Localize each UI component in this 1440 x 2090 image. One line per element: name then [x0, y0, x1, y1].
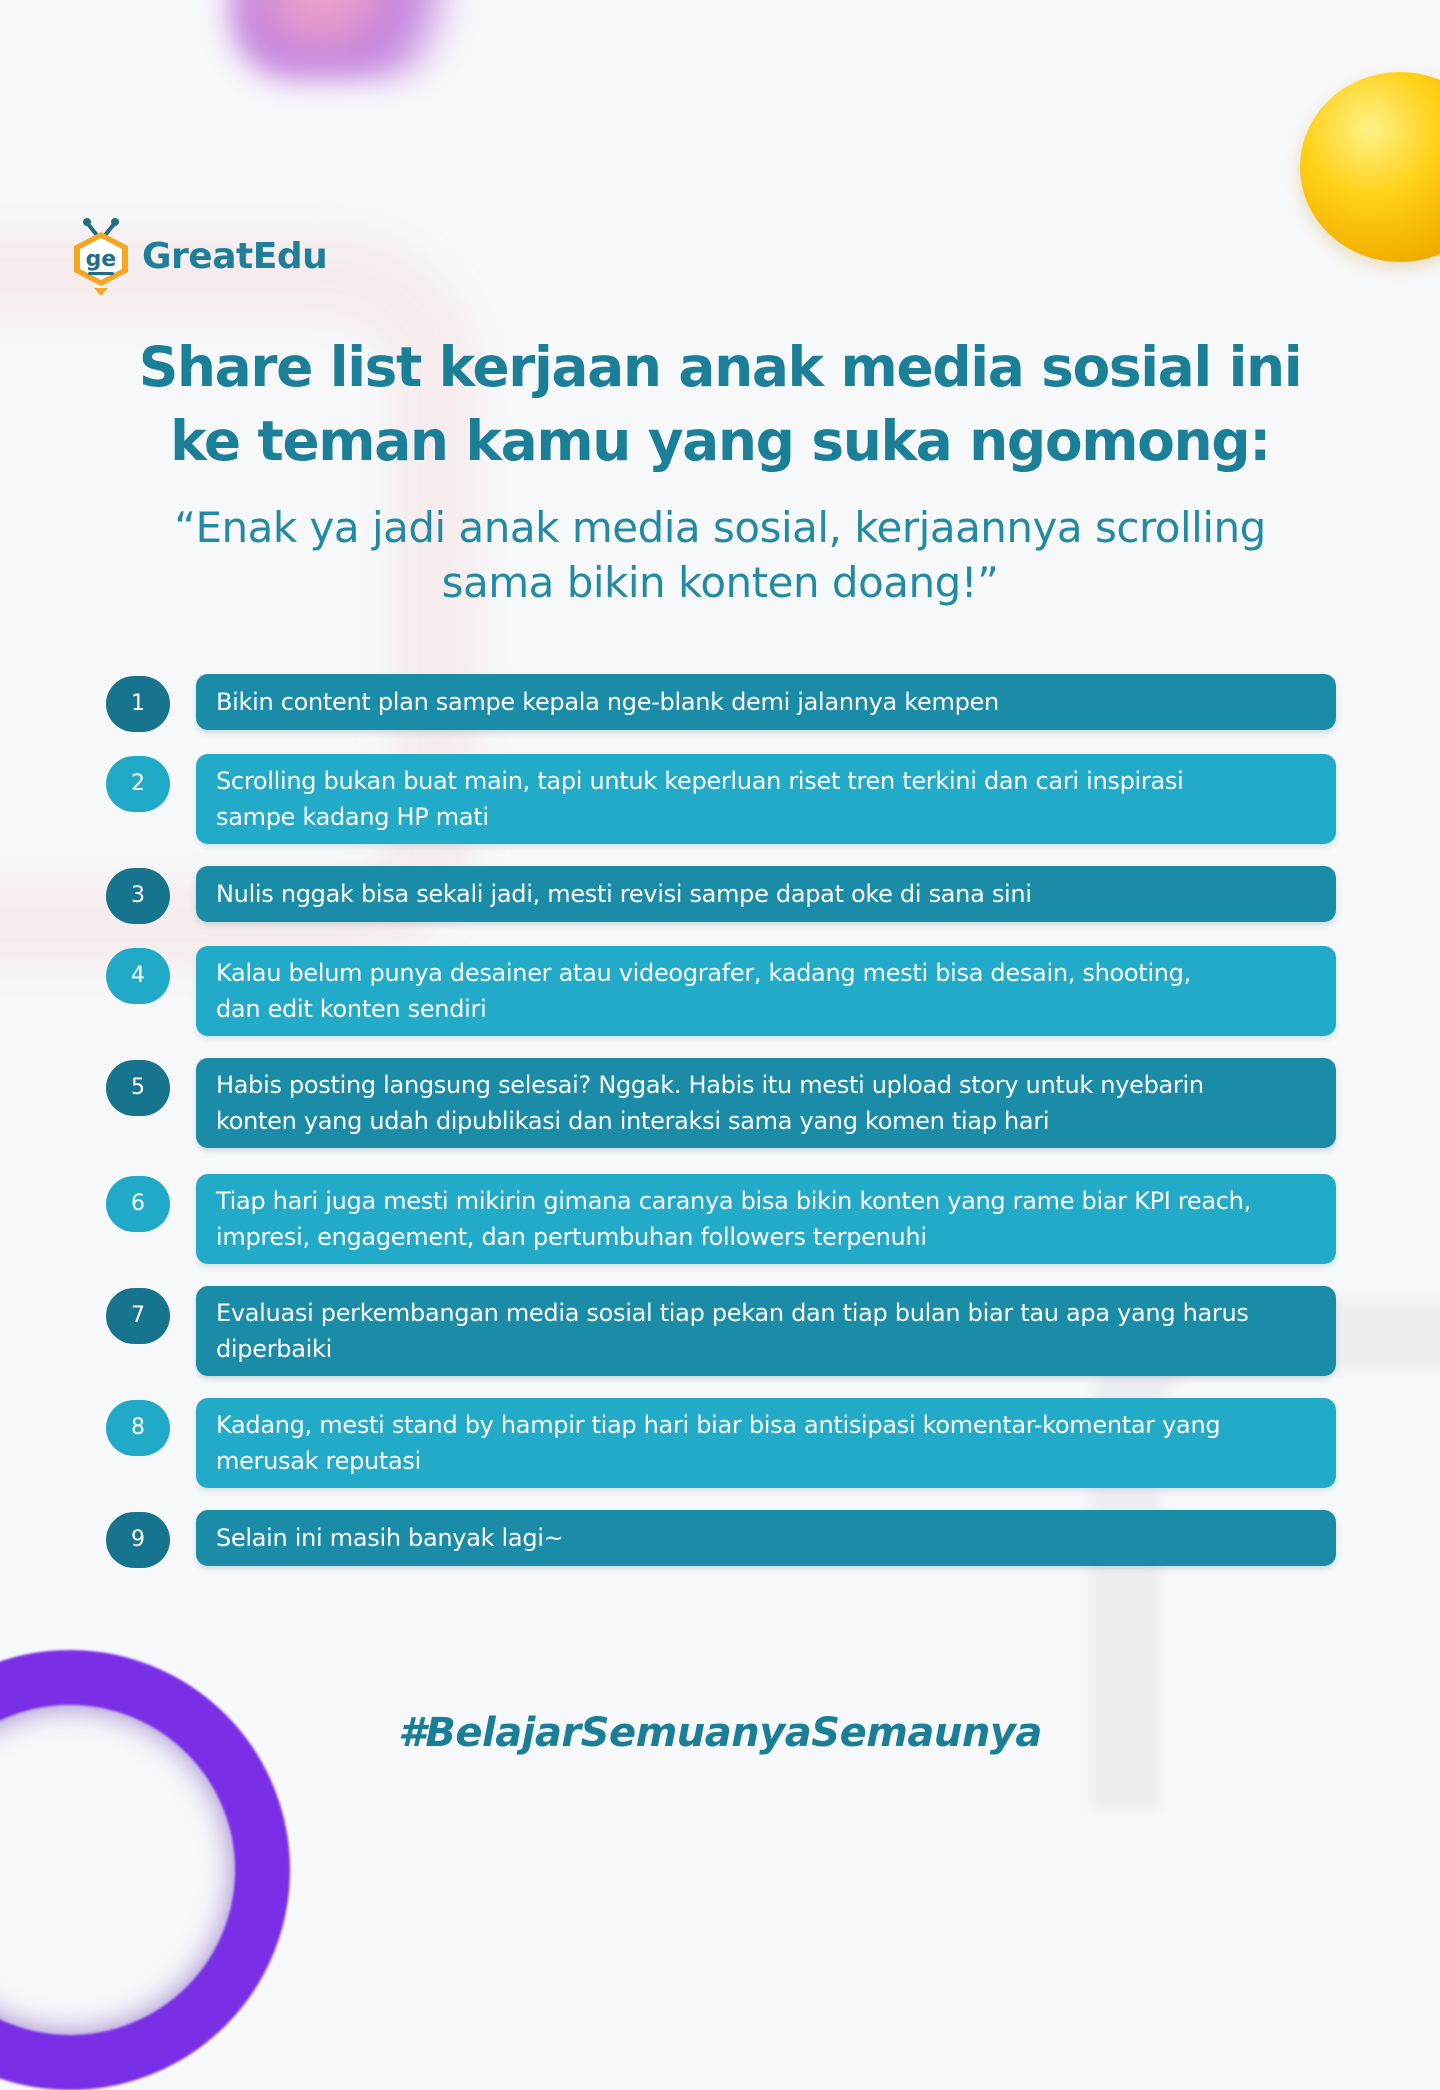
- item-text-line: impresi, engagement, dan pertumbuhan followers terpenuhi: [216, 1223, 927, 1251]
- item-text-bar: [196, 754, 1336, 844]
- item-text-bar: [196, 946, 1336, 1036]
- item-text-bar: [196, 1286, 1336, 1376]
- item-text-bar: [196, 1398, 1336, 1488]
- item-number-badge: 6: [106, 1176, 170, 1232]
- footer-hashtag: #BelajarSemuanyaSemaunya: [398, 1710, 1042, 1756]
- page-title: [90, 330, 1350, 478]
- item-text-bar: [196, 1174, 1336, 1264]
- instagram-logo-blur-decoration: [230, 0, 460, 80]
- item-number-badge: 9: [106, 1512, 170, 1568]
- item-text-line: Habis posting langsung selesai? Nggak. Habis itu mesti upload story untuk nyebarin: [216, 1071, 1204, 1099]
- item-text-bar: [196, 1510, 1336, 1566]
- quote-subtitle: [110, 500, 1330, 610]
- item-text-line: Selain ini masih banyak lagi~: [216, 1524, 564, 1552]
- item-text-line: sampe kadang HP mati: [216, 803, 489, 831]
- item-text-bar: [196, 1058, 1336, 1148]
- yellow-ball-decoration: [1300, 72, 1440, 262]
- item-text-line: Evaluasi perkembangan media sosial tiap pekan dan tiap bulan biar tau apa yang harus: [216, 1299, 1249, 1327]
- item-text-line: Kalau belum punya desainer atau videografer, kadang mesti bisa desain, shooting,: [216, 959, 1191, 987]
- item-number-badge: 5: [106, 1060, 170, 1116]
- item-text-line: Scrolling bukan buat main, tapi untuk keperluan riset tren terkini dan cari inspirasi: [216, 767, 1184, 795]
- item-text-bar: [196, 674, 1336, 730]
- item-text-line: Bikin content plan sampe kepala nge-blank demi jalannya kempen: [216, 688, 999, 716]
- title-line-2: ke teman kamu yang suka ngomong:: [170, 409, 1270, 473]
- item-text-line: konten yang udah dipublikasi dan interaksi sama yang komen tiap hari: [216, 1107, 1050, 1135]
- greatedu-bee-icon: [66, 214, 136, 298]
- quote-line-2: sama bikin konten doang!”: [441, 558, 999, 607]
- item-text-line: merusak reputasi: [216, 1447, 422, 1475]
- item-number-badge: 8: [106, 1400, 170, 1456]
- item-number-badge: 1: [106, 676, 170, 732]
- item-text-line: Kadang, mesti stand by hampir tiap hari biar bisa antisipasi komentar-komentar yang: [216, 1411, 1221, 1439]
- item-text-line: diperbaiki: [216, 1335, 332, 1363]
- item-text-line: Tiap hari juga mesti mikirin gimana caranya bisa bikin konten yang rame biar KPI reach,: [216, 1187, 1251, 1215]
- title-line-1: Share list kerjaan anak media sosial ini: [138, 335, 1302, 399]
- item-text-line: Nulis nggak bisa sekali jadi, mesti revisi sampe dapat oke di sana sini: [216, 880, 1032, 908]
- quote-line-1: “Enak ya jadi anak media sosial, kerjaannya scrolling: [174, 503, 1266, 552]
- item-number-badge: 3: [106, 868, 170, 924]
- item-number-badge: 7: [106, 1288, 170, 1344]
- item-number-badge: 2: [106, 756, 170, 812]
- item-text-bar: [196, 866, 1336, 922]
- item-text-line: dan edit konten sendiri: [216, 995, 487, 1023]
- item-number-badge: 4: [106, 948, 170, 1004]
- svg-text:ge: ge: [85, 247, 117, 272]
- brand-name: GreatEdu: [142, 235, 328, 277]
- brand-logo: [66, 214, 327, 298]
